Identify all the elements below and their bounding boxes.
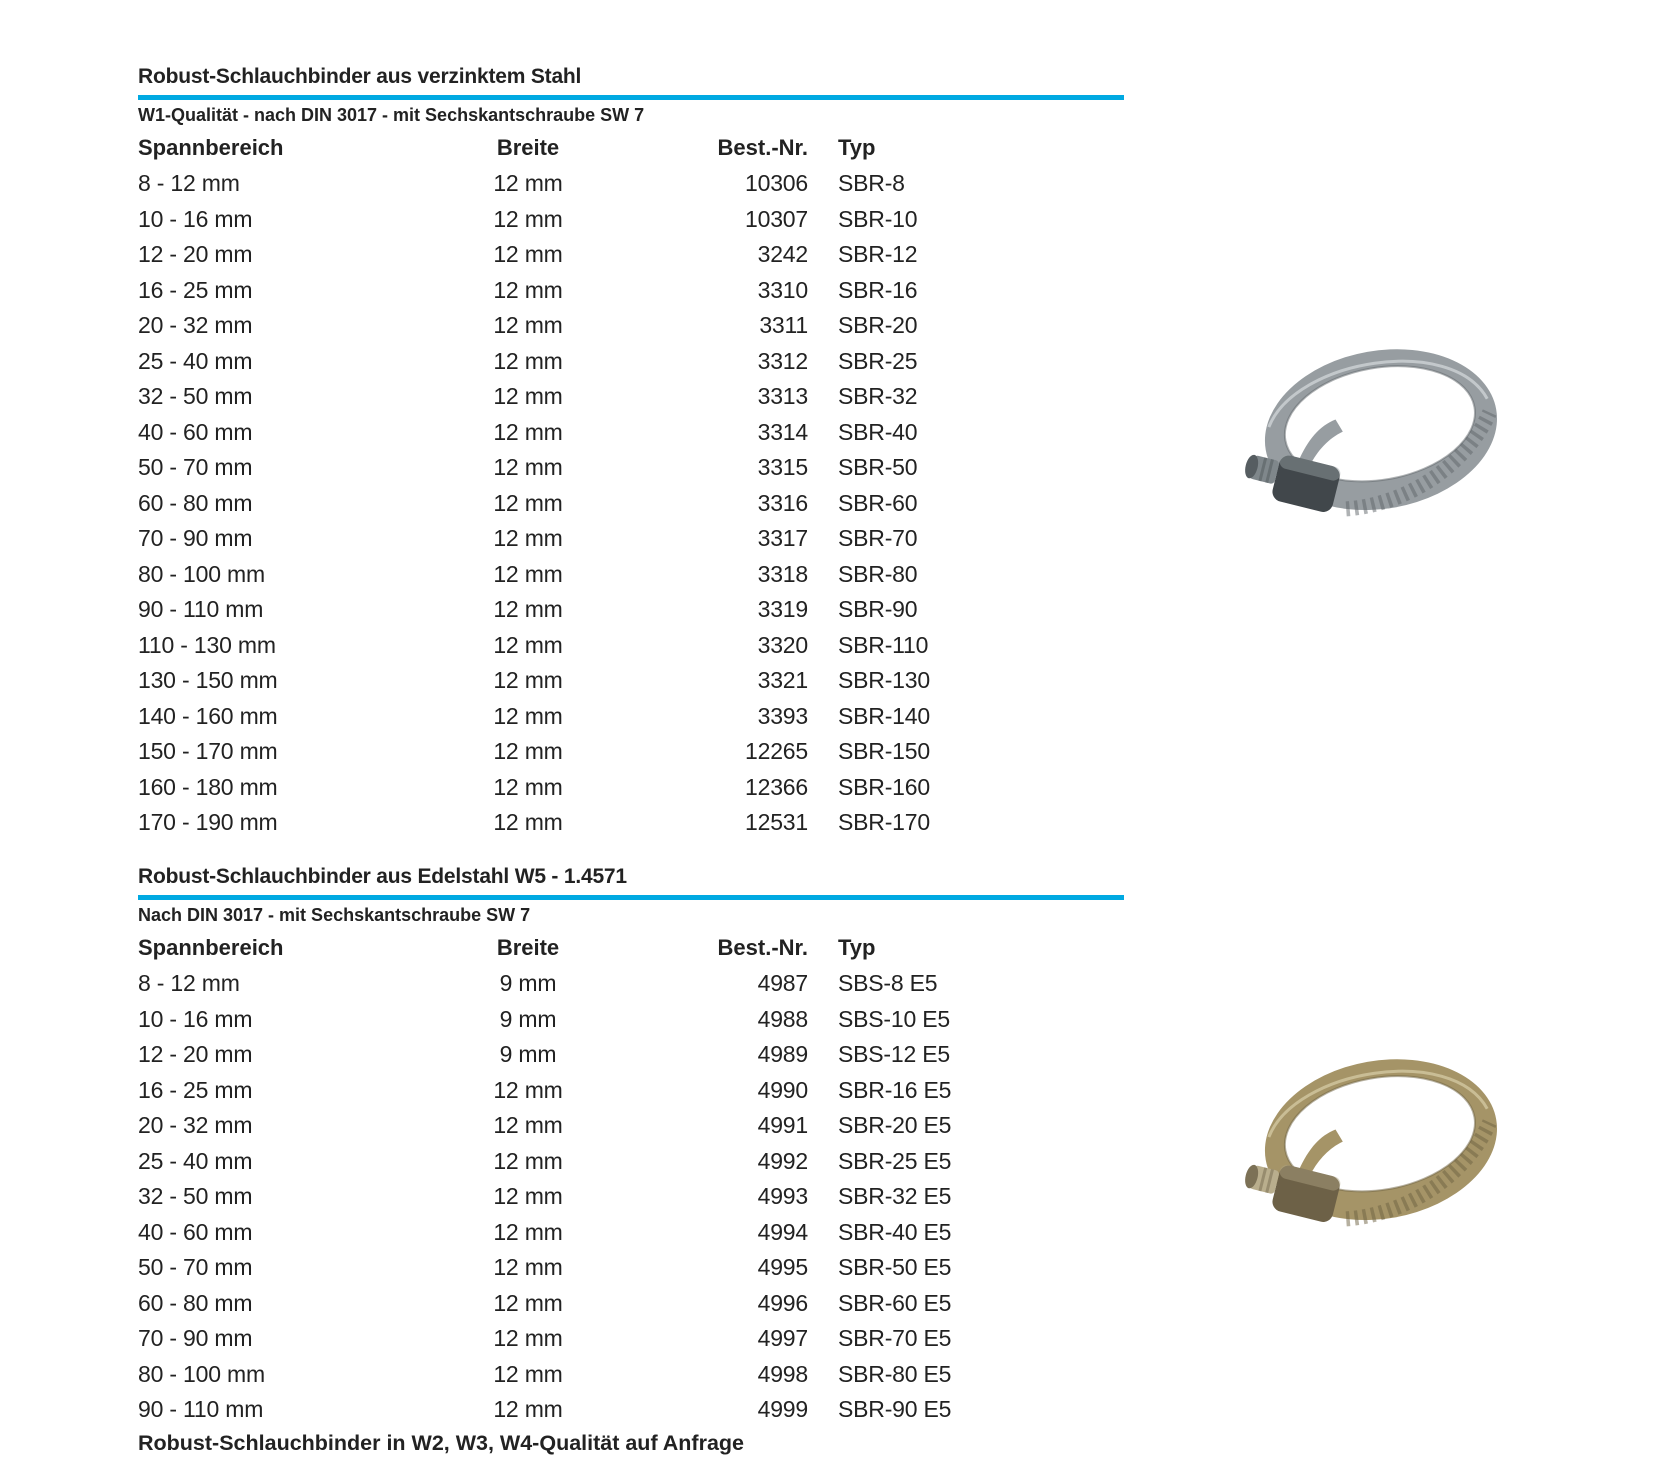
typ-cell: SBR-90 E5 — [838, 1396, 952, 1422]
bestnr-cell: 4993 — [757, 1183, 808, 1209]
spannbereich-cell: 150 - 170 mm — [138, 738, 278, 764]
breite-cell: 12 mm — [493, 241, 563, 267]
spannbereich-cell: 50 - 70 mm — [138, 454, 253, 480]
typ-cell: SBR-70 — [838, 525, 918, 551]
breite-cell: 12 mm — [493, 1112, 563, 1138]
breite-cell: 12 mm — [493, 489, 563, 516]
table-row — [138, 273, 1124, 309]
spannbereich-cell: 10 - 16 mm — [138, 1005, 253, 1032]
table-row — [138, 1286, 1124, 1322]
bestnr-cell: 3318 — [757, 560, 808, 587]
typ-cell: SBR-130 — [838, 667, 930, 693]
spannbereich-cell: 170 - 190 mm — [138, 809, 278, 835]
breite-cell: 12 mm — [493, 773, 563, 800]
bestnr-cell: 12366 — [745, 773, 808, 800]
spannbereich-cell: 25 - 40 mm — [138, 347, 253, 374]
typ-cell: SBR-8 — [838, 170, 905, 196]
table-row — [138, 1215, 1124, 1251]
table-row — [138, 521, 1124, 557]
typ-cell: SBR-110 — [838, 631, 929, 658]
breite-cell: 12 mm — [493, 454, 563, 480]
bestnr-cell: 4999 — [757, 1396, 808, 1422]
spannbereich-cell: 20 - 32 mm — [138, 312, 253, 338]
bestnr-cell: 3317 — [757, 525, 808, 551]
table-row — [138, 663, 1124, 699]
table-row — [138, 770, 1124, 806]
spannbereich-cell: 20 - 32 mm — [138, 1112, 253, 1138]
typ-cell: SBR-90 — [838, 596, 918, 622]
breite-cell: 12 mm — [493, 1147, 563, 1174]
bestnr-cell: 4996 — [757, 1289, 808, 1316]
spannbereich-cell: 60 - 80 mm — [138, 489, 253, 516]
table-row — [138, 592, 1124, 628]
bestnr-cell: 3312 — [757, 347, 808, 374]
bestnr-cell: 4994 — [757, 1218, 808, 1245]
col-header-breite: Breite — [496, 135, 560, 160]
table-row — [138, 486, 1124, 522]
table-row — [138, 966, 1124, 1002]
breite-cell: 12 mm — [493, 312, 563, 338]
breite-cell: 12 mm — [493, 667, 563, 693]
bestnr-cell: 3316 — [757, 489, 808, 516]
table-row — [138, 379, 1124, 415]
spannbereich-cell: 12 - 20 mm — [138, 241, 253, 267]
typ-cell: SBR-16 — [838, 276, 918, 303]
table-row — [138, 1037, 1124, 1073]
table-row — [138, 1321, 1124, 1357]
spannbereich-cell: 32 - 50 mm — [138, 1183, 253, 1209]
spannbereich-cell: 32 - 50 mm — [138, 383, 253, 409]
spannbereich-cell: 130 - 150 mm — [138, 667, 278, 693]
breite-cell: 9 mm — [499, 1005, 557, 1032]
hose-clamp-stainless-photo — [1228, 1042, 1500, 1242]
spannbereich-cell: 90 - 110 mm — [138, 1396, 264, 1422]
bestnr-cell: 3311 — [759, 312, 808, 338]
table-row — [138, 1144, 1124, 1180]
spannbereich-cell: 90 - 110 mm — [138, 596, 264, 622]
breite-cell: 12 mm — [493, 418, 563, 445]
typ-cell: SBR-40 — [838, 418, 918, 445]
table-row — [138, 1179, 1124, 1215]
typ-cell: SBR-50 E5 — [838, 1254, 952, 1280]
bestnr-cell: 4992 — [757, 1147, 808, 1174]
section-divider — [138, 95, 1124, 100]
breite-cell: 12 mm — [493, 809, 563, 835]
col-header-breite: Breite — [496, 935, 560, 960]
typ-cell: SBR-16 E5 — [838, 1076, 952, 1103]
table-body — [138, 166, 1124, 841]
breite-cell: 12 mm — [493, 1396, 563, 1422]
bestnr-cell: 4998 — [757, 1360, 808, 1387]
typ-cell: SBS-10 E5 — [838, 1005, 950, 1032]
breite-cell: 12 mm — [493, 596, 563, 622]
spannbereich-cell: 50 - 70 mm — [138, 1254, 253, 1280]
col-header-typ: Typ — [838, 135, 876, 160]
spannbereich-cell: 8 - 12 mm — [138, 970, 240, 996]
breite-cell: 12 mm — [493, 1218, 563, 1245]
breite-cell: 12 mm — [493, 1254, 563, 1280]
spannbereich-cell: 80 - 100 mm — [138, 560, 265, 587]
typ-cell: SBR-80 E5 — [838, 1360, 952, 1387]
footer-note: Robust-Schlauchbinder in W2, W3, W4-Qualität auf Anfrage — [138, 1431, 745, 1455]
section-divider — [138, 895, 1124, 900]
breite-cell: 12 mm — [493, 1183, 563, 1209]
breite-cell: 9 mm — [499, 1041, 557, 1067]
typ-cell: SBS-8 E5 — [838, 970, 938, 996]
typ-cell: SBR-160 — [838, 773, 930, 800]
breite-cell: 12 mm — [493, 738, 563, 764]
bestnr-cell: 4989 — [757, 1041, 808, 1067]
bestnr-cell: 10307 — [745, 205, 808, 232]
breite-cell: 12 mm — [493, 205, 563, 232]
typ-cell: SBR-60 — [838, 489, 918, 516]
breite-cell: 12 mm — [493, 525, 563, 551]
typ-cell: SBS-12 E5 — [838, 1041, 950, 1067]
typ-cell: SBR-60 E5 — [838, 1289, 952, 1316]
table-row — [138, 699, 1124, 735]
table-row — [138, 805, 1124, 841]
table-row — [138, 1392, 1124, 1428]
section-title: Robust-Schlauchbinder aus verzinktem Stahl — [138, 65, 582, 88]
table-header — [138, 134, 1124, 162]
table-row — [138, 415, 1124, 451]
bestnr-cell: 4990 — [757, 1076, 808, 1103]
spannbereich-cell: 40 - 60 mm — [138, 1218, 253, 1245]
bestnr-cell: 3320 — [757, 631, 808, 658]
typ-cell: SBR-150 — [838, 738, 930, 764]
spannbereich-cell: 40 - 60 mm — [138, 418, 253, 445]
bestnr-cell: 3321 — [757, 667, 808, 693]
bestnr-cell: 3314 — [757, 418, 808, 445]
typ-cell: SBR-32 E5 — [838, 1183, 952, 1209]
table-row — [138, 166, 1124, 202]
bestnr-cell: 12265 — [745, 738, 808, 764]
bestnr-cell: 3315 — [757, 454, 808, 480]
table-row — [138, 237, 1124, 273]
bestnr-cell: 12531 — [745, 809, 808, 835]
breite-cell: 12 mm — [493, 1325, 563, 1351]
bestnr-cell: 4987 — [757, 970, 808, 996]
bestnr-cell: 3393 — [757, 702, 808, 729]
breite-cell: 12 mm — [493, 1360, 563, 1387]
typ-cell: SBR-20 E5 — [838, 1112, 952, 1138]
typ-cell: SBR-40 E5 — [838, 1218, 952, 1245]
typ-cell: SBR-25 — [838, 347, 918, 374]
bestnr-cell: 10306 — [745, 170, 808, 196]
table-row — [138, 1108, 1124, 1144]
spannbereich-cell: 12 - 20 mm — [138, 1041, 253, 1067]
typ-cell: SBR-20 — [838, 312, 918, 338]
table-row — [138, 450, 1124, 486]
breite-cell: 12 mm — [493, 170, 563, 196]
section-title: Robust-Schlauchbinder aus Edelstahl W5 - 1.4571 — [138, 865, 627, 888]
table-row — [138, 1002, 1124, 1038]
breite-cell: 12 mm — [493, 1076, 563, 1103]
table-row — [138, 202, 1124, 238]
spannbereich-cell: 10 - 16 mm — [138, 205, 253, 232]
section-subtitle: Nach DIN 3017 - mit Sechskantschraube SW 7 — [138, 905, 531, 925]
col-header-spannbereich: Spannbereich — [138, 135, 284, 160]
typ-cell: SBR-50 — [838, 454, 918, 480]
breite-cell: 12 mm — [493, 1289, 563, 1316]
bestnr-cell: 4988 — [757, 1005, 808, 1032]
bestnr-cell: 3313 — [757, 383, 808, 409]
breite-cell: 12 mm — [493, 702, 563, 729]
bestnr-cell: 4997 — [757, 1325, 808, 1351]
typ-cell: SBR-32 — [838, 383, 918, 409]
table-row — [138, 344, 1124, 380]
spannbereich-cell: 140 - 160 mm — [138, 702, 278, 729]
breite-cell: 12 mm — [493, 560, 563, 587]
breite-cell: 12 mm — [493, 347, 563, 374]
spannbereich-cell: 110 - 130 mm — [138, 631, 276, 658]
breite-cell: 9 mm — [499, 970, 557, 996]
typ-cell: SBR-25 E5 — [838, 1147, 952, 1174]
spannbereich-cell: 16 - 25 mm — [138, 276, 253, 303]
bestnr-cell: 3242 — [757, 241, 808, 267]
spannbereich-cell: 60 - 80 mm — [138, 1289, 253, 1316]
table-body — [138, 966, 1124, 1428]
breite-cell: 12 mm — [493, 631, 563, 658]
hose-clamp-galvanized-photo — [1228, 332, 1500, 532]
spannbereich-cell: 80 - 100 mm — [138, 1360, 265, 1387]
table-row — [138, 557, 1124, 593]
bestnr-cell: 3319 — [757, 596, 808, 622]
table-row — [138, 1250, 1124, 1286]
typ-cell: SBR-140 — [838, 702, 930, 729]
table-header — [138, 934, 1124, 962]
spannbereich-cell: 8 - 12 mm — [138, 170, 240, 196]
table-row — [138, 1073, 1124, 1109]
section-subtitle: W1-Qualität - nach DIN 3017 - mit Sechskantschraube SW 7 — [138, 105, 645, 125]
spannbereich-cell: 16 - 25 mm — [138, 1076, 253, 1103]
table-row — [138, 308, 1124, 344]
typ-cell: SBR-80 — [838, 560, 918, 587]
breite-cell: 12 mm — [493, 383, 563, 409]
spannbereich-cell: 70 - 90 mm — [138, 1325, 253, 1351]
spannbereich-cell: 160 - 180 mm — [138, 773, 278, 800]
bestnr-cell: 4991 — [757, 1112, 808, 1138]
spannbereich-cell: 25 - 40 mm — [138, 1147, 253, 1174]
spannbereich-cell: 70 - 90 mm — [138, 525, 253, 551]
col-header-typ: Typ — [838, 935, 876, 960]
breite-cell: 12 mm — [493, 276, 563, 303]
typ-cell: SBR-70 E5 — [838, 1325, 952, 1351]
bestnr-cell: 4995 — [757, 1254, 808, 1280]
col-header-bestnr: Best.-Nr. — [717, 935, 808, 960]
typ-cell: SBR-12 — [838, 241, 918, 267]
bestnr-cell: 3310 — [757, 276, 808, 303]
table-row — [138, 1357, 1124, 1393]
table-row — [138, 628, 1124, 664]
typ-cell: SBR-10 — [838, 205, 918, 232]
typ-cell: SBR-170 — [838, 809, 930, 835]
col-header-spannbereich: Spannbereich — [138, 935, 284, 960]
table-row — [138, 734, 1124, 770]
col-header-bestnr: Best.-Nr. — [717, 135, 808, 160]
